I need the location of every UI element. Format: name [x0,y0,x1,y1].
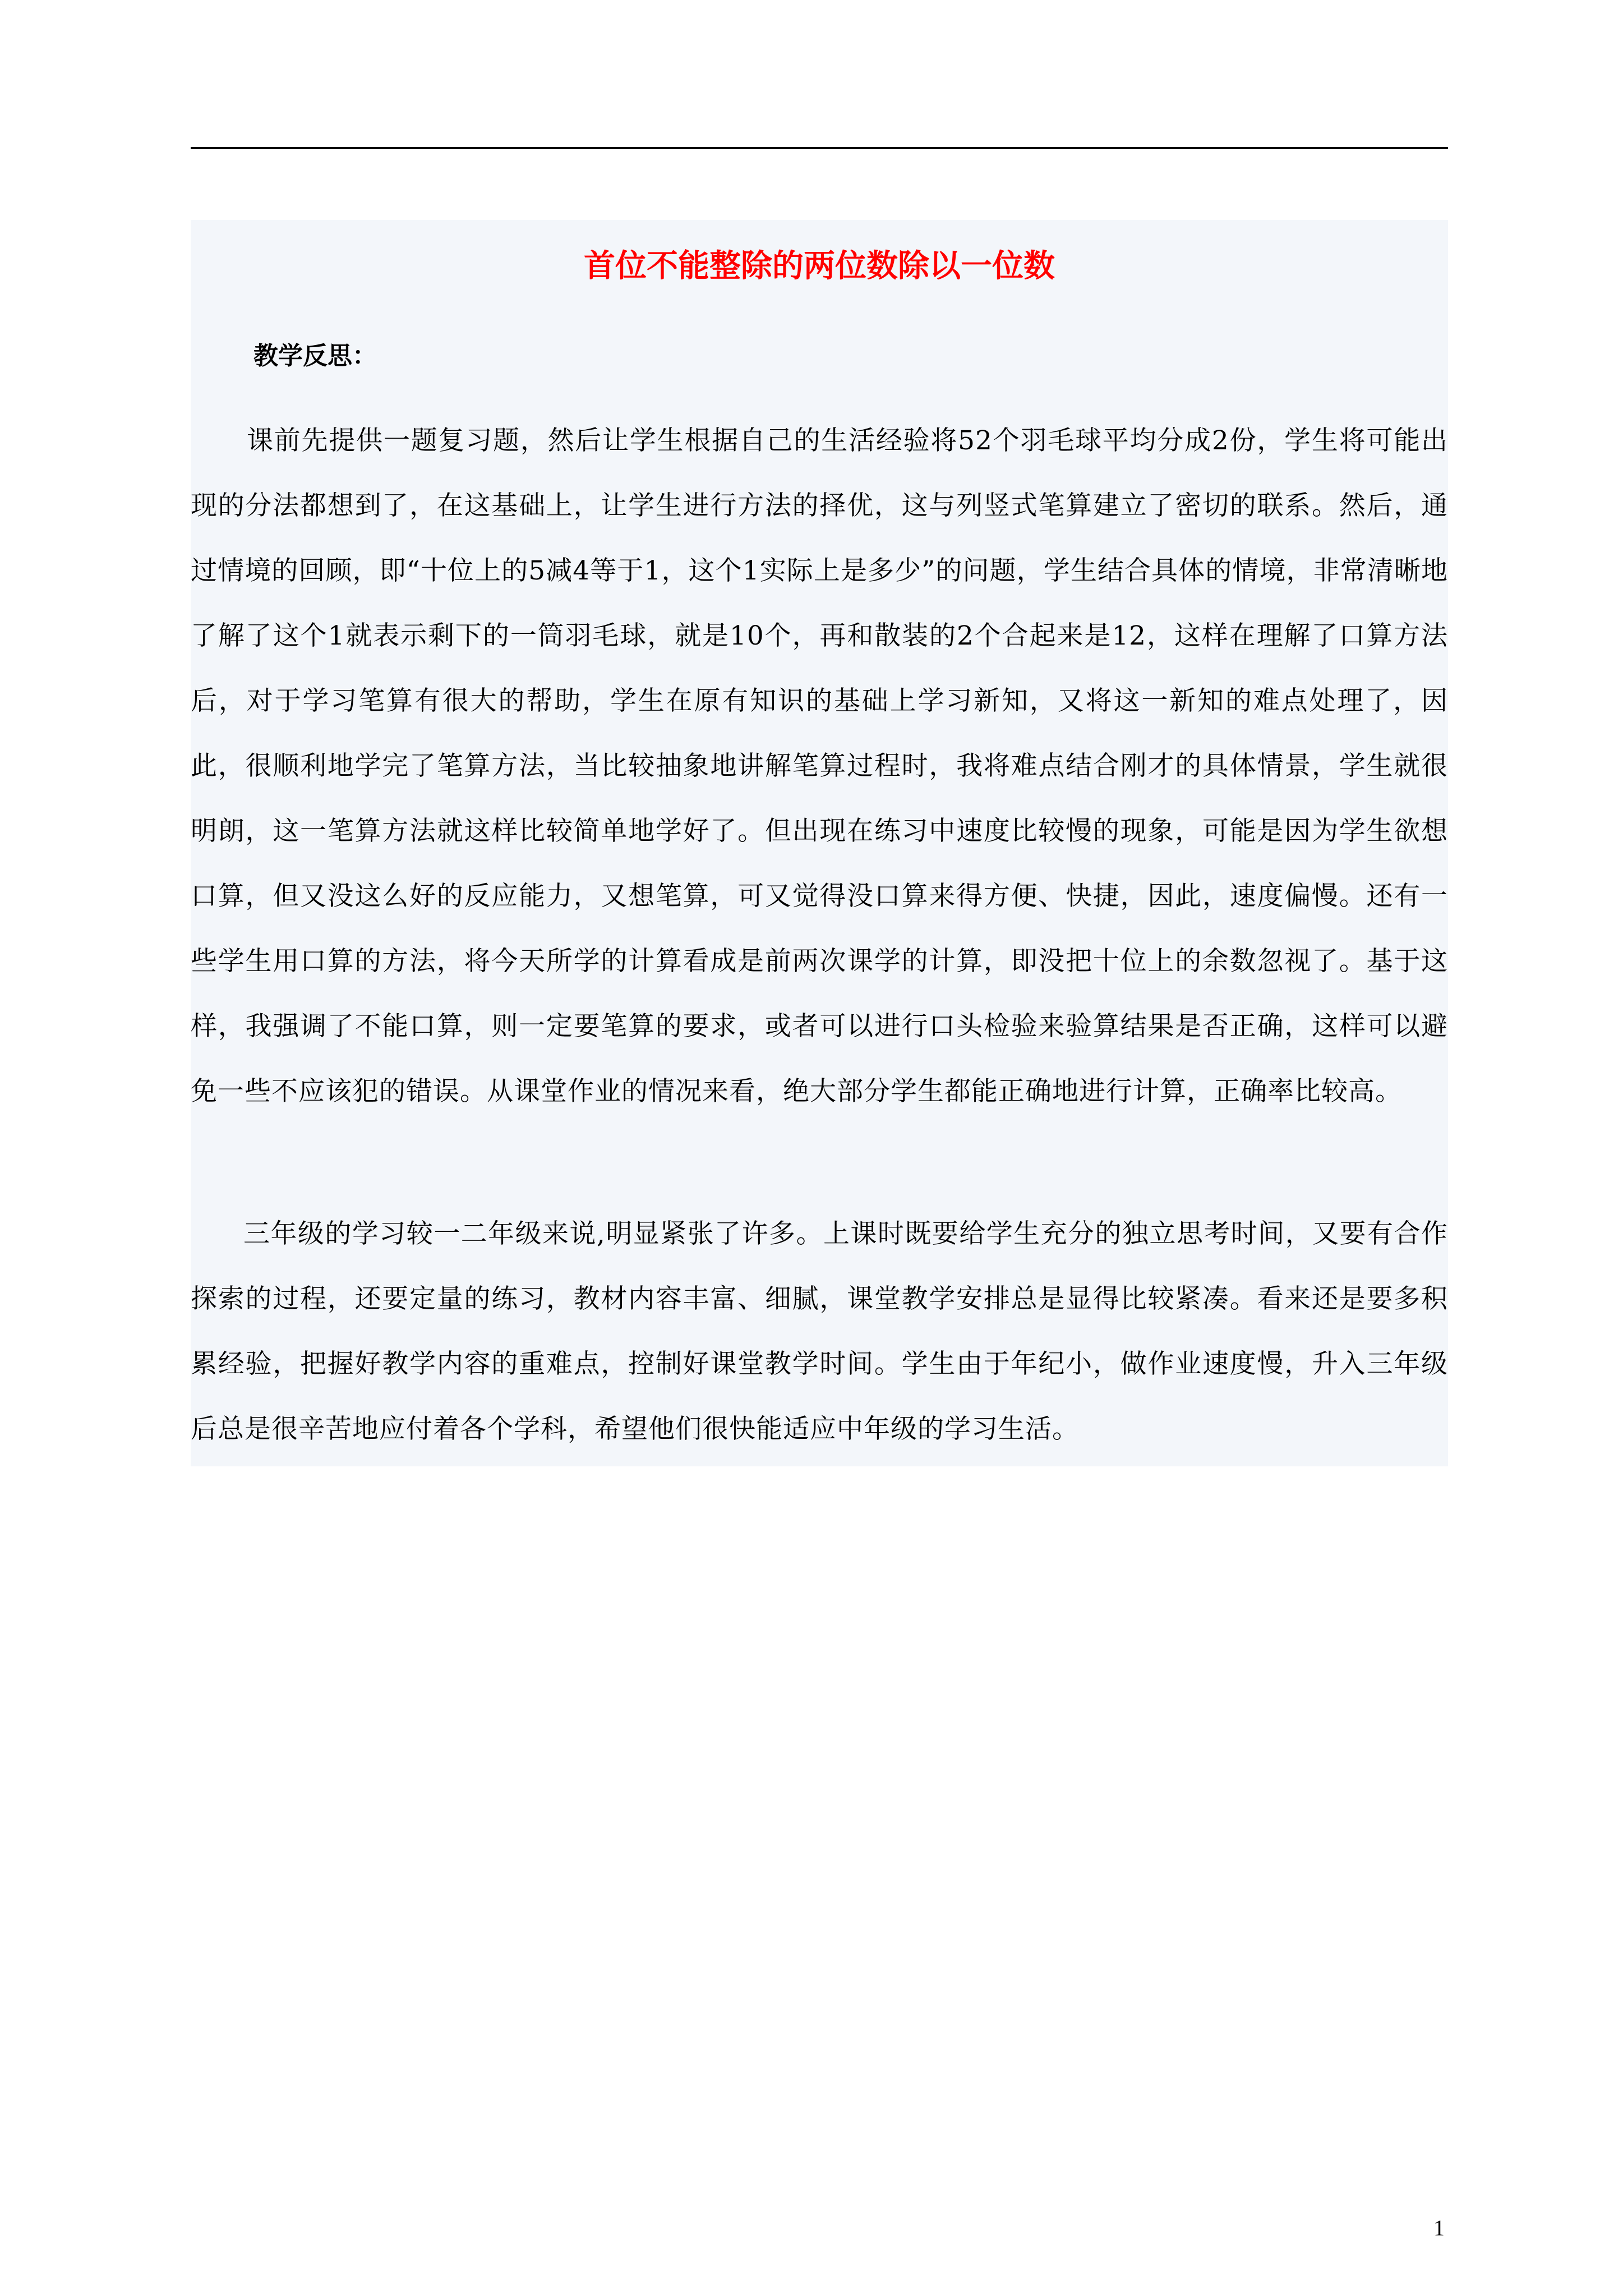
content-block [191,220,1448,1466]
section-heading: 教学反思： [253,342,377,370]
body-paragraph-1: 课前先提供一题复习题，然后让学生根据自己的生活经验将52个羽毛球平均分成2份，学生将可能出现的分法都想到了，在这基础上，让学生进行方法的择优，这与列竖式笔算建立了密切的联系。然后，通过情境的回顾，即“十位上的5减4等于1，这个1实际上是多少”的问题，学生结合具体的情境，非常清晰地了解了这个1就表示剩下的一筒羽毛球，就是10个，再和散装的2个合起来是12，这样在理解了口算方法后，对于学习笔算有很大的帮助，学生在原有知识的基础上学习新知，又将这一新知的难点处理了，因此，很顺利地学完了笔算方法，当比较抽象地讲解笔算过程时，我将难点结合刚才的具体情景，学生就很明朗，这一笔算方法就这样比较简单地学好了。但出现在练习中速度比较慢的现象，可能是因为学生欲想口算，但又没这么好的反应能力，又想笔算，可又觉得没口算来得方便、快捷，因此，速度偏慢。还有一些学生用口算的方法，将今天所学的计算看成是前两次课学的计算，即没把十位上的余数忽视了。基于这样，我强调了不能口算，则一定要笔算的要求，或者可以进行口头检验来验算结果是否正确，这样可以避免一些不应该犯的错误。从课堂作业的情况来看，绝大部分学生都能正确地进行计算，正确率比较高。 [191,425,1448,1107]
page-number: 1 [1433,2215,1445,2240]
body-paragraph-2: 三年级的学习较一二年级来说,明显紧张了许多。上课时既要给学生充分的独立思考时间，又要有合作探索的过程，还要定量的练习，教材内容丰富、细腻，课堂教学安排总是显得比较紧凑。看来还是要多积累经验，把握好教学内容的重难点，控制好课堂教学时间。学生由于年纪小，做作业速度慢，升入三年级后总是很辛苦地应付着各个学科，希望他们很快能适应中年级的学习生活。 [191,1218,1448,1444]
header-rule [191,147,1448,149]
document-title: 首位不能整除的两位数除以一位数 [584,247,1055,284]
